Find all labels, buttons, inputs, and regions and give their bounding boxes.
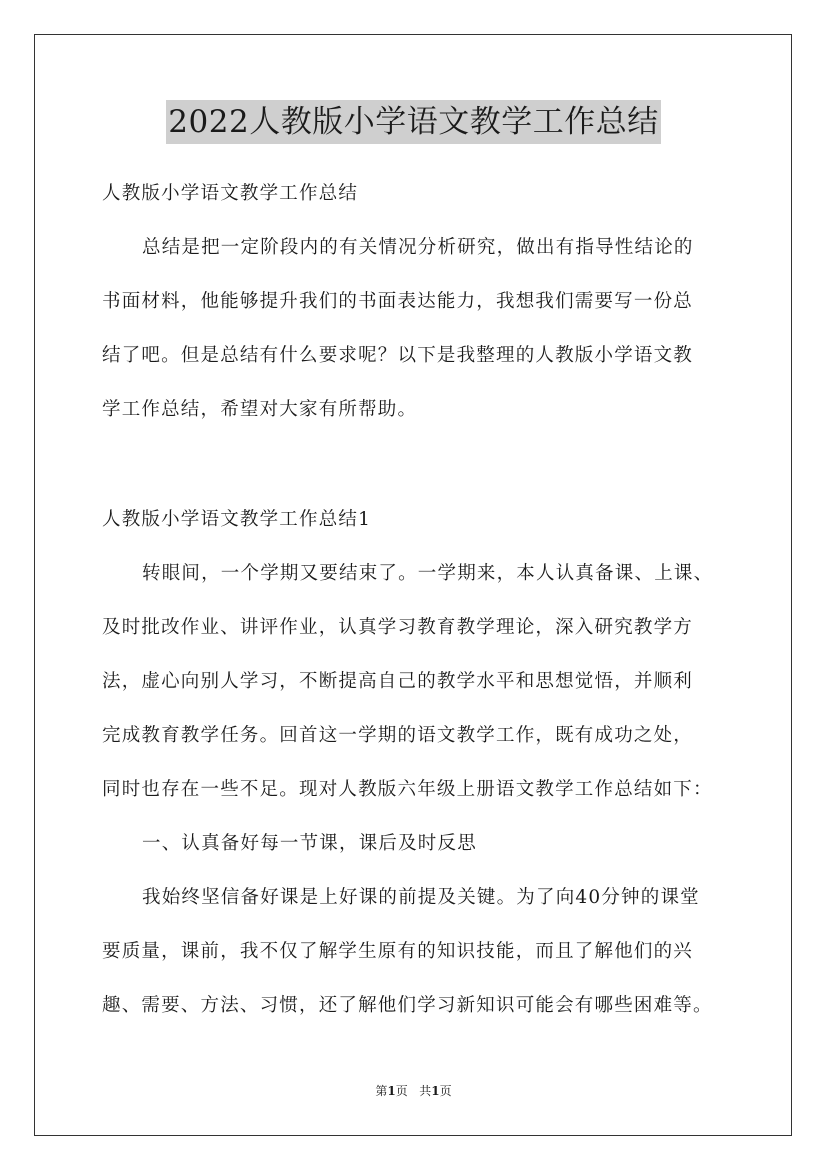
body-line: 转眼间，一个学期又要结束了。一学期来，本人认真备课、上课、 <box>142 563 714 584</box>
body-line: 法，虚心向别人学习，不断提高自己的教学水平和思想觉悟，并顺利 <box>102 671 694 692</box>
point-line: 趣、需要、方法、习惯，还了解他们学习新知识可能会有哪些困难等。 <box>102 995 713 1016</box>
total-number: 1 <box>431 1084 440 1098</box>
page-number: 1 <box>387 1084 396 1098</box>
document-subtitle: 人教版小学语文教学工作总结 <box>102 183 359 204</box>
section-heading: 人教版小学语文教学工作总结1 <box>102 509 372 530</box>
intro-line: 书面材料，他能够提升我们的书面表达能力，我想我们需要写一份总 <box>102 291 694 312</box>
body-line: 同时也存在一些不足。现对人教版六年级上册语文教学工作总结如下： <box>102 779 713 800</box>
document-title: 2022人教版小学语文教学工作总结 <box>166 100 660 144</box>
total-prefix: 共 <box>419 1084 432 1098</box>
intro-line: 学工作总结，希望对大家有所帮助。 <box>102 399 418 420</box>
page-suffix: 页 <box>395 1084 408 1098</box>
point-line: 我始终坚信备好课是上好课的前提及关键。为了向40分钟的课堂 <box>142 887 700 908</box>
intro-line: 总结是把一定阶段内的有关情况分析研究，做出有指导性结论的 <box>142 237 694 258</box>
page-footer <box>0 1083 827 1099</box>
total-suffix: 页 <box>439 1084 452 1098</box>
point-heading: 一、认真备好每一节课，课后及时反思 <box>142 833 477 854</box>
intro-line: 结了吧。但是总结有什么要求呢？以下是我整理的人教版小学语文教 <box>102 345 694 366</box>
document-title-wrap <box>0 100 827 144</box>
page-prefix: 第 <box>375 1084 388 1098</box>
body-line: 及时批改作业、讲评作业，认真学习教育教学理论，深入研究教学方 <box>102 617 694 638</box>
body-line: 完成教育教学任务。回首这一学期的语文教学工作，既有成功之处， <box>102 725 694 746</box>
point-line: 要质量，课前，我不仅了解学生原有的知识技能，而且了解他们的兴 <box>102 941 694 962</box>
